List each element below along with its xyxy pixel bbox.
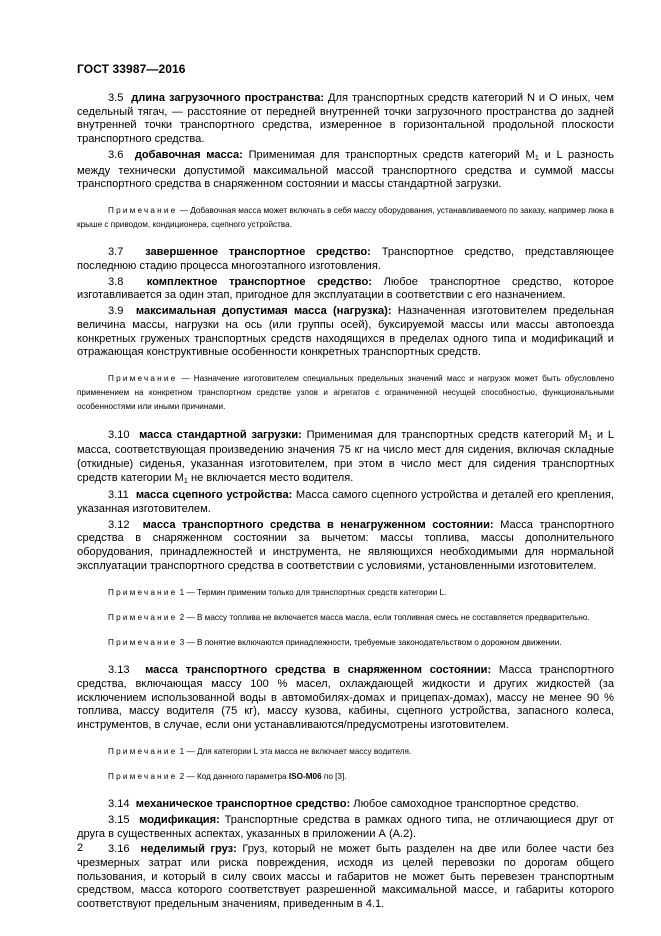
- note-3-6: [77, 204, 614, 232]
- definition-3-14: [77, 798, 614, 812]
- definition-3-10: [77, 429, 614, 488]
- definition-text: Масса самого сцепного устройства и деталей его крепления, указанная изготовителем.: [77, 489, 614, 516]
- document-body: [77, 92, 614, 912]
- term: неделимый груз:: [140, 843, 237, 856]
- note-text: 2 — Код данного параметра: [177, 771, 289, 781]
- term: максимальная допустимая масса (нагрузка):: [135, 305, 392, 318]
- note-3-9: [77, 372, 614, 415]
- definition-3-5: [77, 92, 614, 147]
- term: масса транспортного средства в снаряженном состоянии:: [145, 664, 492, 677]
- page-header: ГОСТ 33987—2016: [77, 62, 186, 76]
- clause-number: 3.13: [108, 664, 130, 677]
- page-number: 2: [77, 842, 84, 854]
- note-text: 1 — Для категории L эта масса не включает массу водителя.: [177, 746, 412, 756]
- clause-number: 3.11: [108, 489, 129, 502]
- clause-number: 3.14: [108, 798, 130, 811]
- clause-number: 3.5: [108, 92, 124, 104]
- definition-text: Любое транспортное средство, которое изготавливается за один этап, пригодное для эксплуатации в соответствии с его назначением.: [77, 275, 614, 302]
- clause-number: 3.10: [108, 428, 130, 441]
- definition-text: Для транспортных средств категорий N и O иных, чем седельный тягач, — расстояние от передней внутренней точки загрузочного пространства до задней внутренней точки транспортного средства, измеренное в горизонтальной продольной плоскости транспортного средства.: [77, 92, 614, 146]
- term: комплектное транспортное средство:: [146, 275, 372, 288]
- term: механическое транспортное средство:: [135, 798, 351, 811]
- definition-text: Любое самоходное транспортное средство.: [353, 798, 580, 811]
- definition-text: и L масса, соответствующая произведению значения 75 кг на число мест для сидения, включая складные (откидные) сиденья, указанная изготовителем, при этом в число мест для сидения транспортных средств категории M: [77, 428, 615, 484]
- note-3-13-2: [77, 770, 614, 784]
- subscript: 1: [588, 432, 593, 442]
- term: масса стандартной загрузки:: [139, 428, 302, 441]
- note-label: Примечание: [108, 205, 178, 215]
- definition-text: Применимая для транспортных средств категорий M: [248, 148, 535, 161]
- subscript: 1: [534, 152, 539, 162]
- note-label: Примечание: [108, 638, 178, 647]
- definition-text: Назначенная изготовителем предельная величина массы, нагрузки на ось (или группы осей), буксируемой массы или массы автопоезда конкретных груженых транспортных средств находящихся в пределах одного типа и модификаций и отражающая конструктивные особенности конкретных транспортных средств.: [77, 305, 614, 359]
- clause-number: 3.9: [108, 305, 124, 318]
- note-label: Примечание: [108, 373, 178, 383]
- clause-number: 3.16: [108, 843, 130, 856]
- definition-3-9: [77, 305, 614, 360]
- term: модификация:: [139, 813, 220, 826]
- note-text: по [3].: [321, 771, 347, 781]
- clause-number: 3.12: [108, 518, 130, 531]
- note-text: 3 — В понятие включаются принадлежности, требуемые законодательством о дорожном движении.: [177, 638, 562, 647]
- note-label: Примечание: [108, 746, 178, 756]
- subscript: 1: [183, 475, 188, 485]
- note-text: 1 — Термин применим только для транспортных средств категории L.: [177, 587, 447, 597]
- definition-text: не включается место водителя.: [187, 471, 354, 484]
- definition-3-13: [77, 664, 614, 733]
- definition-3-16: [77, 843, 614, 912]
- note-label: Примечание: [108, 771, 178, 781]
- clause-number: 3.15: [108, 813, 130, 826]
- definition-text: Транспортные средства в рамках одного типа, не отличающиеся друг от друга в существенных аспектах, указанных в приложении А (А.2).: [77, 813, 614, 840]
- parameter-code: ISO-M06: [288, 771, 322, 781]
- note-label: Примечание: [108, 612, 178, 622]
- term: масса сцепного устройства:: [135, 489, 293, 502]
- definition-3-7: [77, 246, 614, 273]
- definition-3-11: [77, 489, 614, 516]
- note-text: 2 — В массу топлива не включается масса масла, если топливная смесь не составляется предварительно.: [177, 612, 590, 622]
- note-label: Примечание: [108, 587, 178, 597]
- note-text: — Назначение изготовителем специальных предельных значений масс и нагрузок может быть обусловлено применением на конкретном транспортном средстве узлов и агрегатов с ограниченной несущей способностью, функциональными особенностями или иными причинами.: [77, 373, 614, 412]
- note-3-12-2: [77, 611, 614, 625]
- clause-number: 3.8: [108, 275, 124, 288]
- definition-3-15: [77, 814, 614, 841]
- definition-3-6: [77, 149, 614, 192]
- definition-text: Применимая для транспортных средств категорий M: [306, 428, 589, 441]
- term: длина загрузочного пространства:: [131, 92, 325, 104]
- note-text: — Добавочная масса может включать в себя массу оборудования, устанавливаемого по заказу, например люка в крыше с приводом, кондиционера, сцепного устройства.: [77, 205, 614, 230]
- term: завершенное транспортное средство:: [145, 246, 371, 259]
- definition-3-8: [77, 276, 614, 303]
- note-3-12-1: [77, 586, 614, 600]
- definition-text: Груз, который не может быть разделен на две или более части без чрезмерных затрат или риска повреждения, исходя из целей перевозки по дорогам общего пользования, и который в силу своих массы и габаритов не может быть перевезен транспортным средством, масса которого соответствует разрешенной максимальной массе, и габариты которого соответствуют предельным значениям, приведенным в 4.1.: [77, 843, 615, 911]
- note-3-12-3: [77, 636, 614, 650]
- definition-3-12: [77, 519, 614, 574]
- definition-text: Транспортное средство, представляющее последнюю стадию процесса многоэтапного изготовления.: [77, 246, 614, 273]
- term: масса транспортного средства в ненагруженном состоянии:: [142, 518, 494, 531]
- clause-number: 3.7: [108, 246, 124, 259]
- term: добавочная масса:: [134, 148, 243, 161]
- clause-number: 3.6: [108, 148, 124, 161]
- note-3-13-1: [77, 745, 614, 759]
- definition-text: и L разность между технически допустимой максимальной массой транспортного средства и суммой массы транспортного средства в снаряженном состоянии и массы стандартной загрузки.: [77, 148, 614, 191]
- definition-text: Масса транспортного средства в снаряженном состоянии за вычетом: массы топлива, массы дополнительного оборудования, принадлежностей и инструмента, не являющихся необходимыми для нормальной эксплуатации транспортного средства в соответствии с условиями, установленными изготовителем.: [77, 518, 614, 572]
- definition-text: Масса транспортного средства, включающая массу 100 % масел, охлаждающей жидкости и других жидкостей (за исключением использованной воды в автомобилях-домах и прицепах-домах), массу не менее 90 % топлива, массу водителя (75 кг), массу кузова, кабины, сцепного устройства, запасного колеса, инструментов, в случае, если они устанавливаются/предусмотрены изготовителем.: [77, 664, 614, 732]
